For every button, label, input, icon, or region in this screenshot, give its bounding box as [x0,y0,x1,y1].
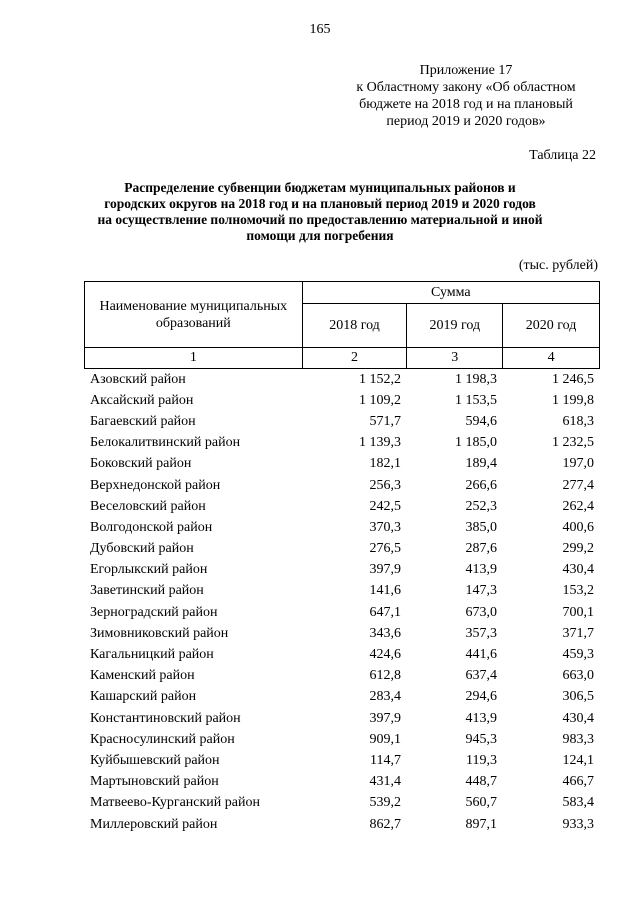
amount-2020: 618,3 [562,413,594,429]
amount-2020: 466,7 [562,774,594,790]
amount-2019: 1 153,5 [455,392,497,408]
column-number: 2 [302,348,407,369]
amount-2018: 647,1 [369,604,401,620]
municipality-name: Красносулинский район [90,731,235,747]
appendix-block [336,62,596,130]
amount-2019: 637,4 [465,668,497,684]
title-line: Распределение субвенции бюджетам муниципальных районов и [124,180,516,195]
amount-2020: 983,3 [562,731,594,747]
table-row [84,729,600,750]
title-line: помощи для погребения [246,228,394,243]
amount-2018: 612,8 [369,668,401,684]
amount-2018: 1 139,3 [359,435,401,451]
column-number: 3 [407,348,503,369]
municipality-name: Кагальницкий район [90,647,214,663]
amount-2018: 397,9 [369,562,401,578]
title-line: городских округов на 2018 год и на плановый период 2019 и 2020 годов [104,196,536,211]
amount-2018: 1 109,2 [359,392,401,408]
amount-2020: 1 199,8 [552,392,594,408]
table-row [84,687,600,708]
municipality-name: Азовский район [90,371,186,387]
amount-2019: 385,0 [465,519,497,535]
amount-2018: 256,3 [369,477,401,493]
amount-2020: 583,4 [562,795,594,811]
amount-2018: 539,2 [369,795,401,811]
amount-2018: 182,1 [369,456,401,472]
document-title [80,180,560,244]
amount-2018: 370,3 [369,519,401,535]
table-row [84,517,600,538]
amount-2019: 413,9 [465,562,497,578]
amount-2020: 262,4 [562,498,594,514]
table-row [84,369,600,390]
amount-2020: 430,4 [562,710,594,726]
header-year-2018: 2018 год [302,304,407,348]
amount-2019: 1 185,0 [455,435,497,451]
amount-2020: 459,3 [562,647,594,663]
municipality-name: Верхнедонской район [90,477,221,493]
table-label: Таблица 22 [529,148,596,163]
amount-2019: 119,3 [466,752,497,768]
amount-2019: 448,7 [465,774,497,790]
amount-2019: 147,3 [465,583,497,599]
title-line: на осуществление полномочий по предоставлению материальной и иной [97,212,543,227]
municipality-name: Заветинский район [90,583,204,599]
amount-2019: 189,4 [465,456,497,472]
amount-2018: 909,1 [369,731,401,747]
amount-2020: 430,4 [562,562,594,578]
amount-2019: 945,3 [465,731,497,747]
header-municipality: Наименование муниципальных образований [85,282,303,348]
table-row [84,772,600,793]
data-table [84,369,600,835]
table-row [84,793,600,814]
municipality-name: Егорлыкский район [90,562,208,578]
amount-2019: 252,3 [465,498,497,514]
amount-2018: 862,7 [369,816,401,832]
municipality-name: Кашарский район [90,689,197,705]
amount-2018: 141,6 [369,583,401,599]
appendix-line: Приложение 17 [419,63,513,78]
municipality-name: Боковский район [90,456,192,472]
units-label: (тыс. рублей) [518,258,598,273]
appendix-line: к Областному закону «Об областном [356,80,576,95]
table-row [84,623,600,644]
table-row [84,560,600,581]
amount-2018: 276,5 [369,541,401,557]
amount-2019: 897,1 [465,816,497,832]
page-number: 165 [309,22,331,37]
table-row [84,581,600,602]
amount-2020: 197,0 [562,456,594,472]
amount-2018: 1 152,2 [359,371,401,387]
table-row [84,708,600,729]
amount-2020: 306,5 [562,689,594,705]
amount-2020: 933,3 [562,816,594,832]
amount-2020: 700,1 [562,604,594,620]
table-row [84,814,600,835]
municipality-name: Куйбышевский район [90,752,220,768]
table-row [84,454,600,475]
municipality-name: Константиновский район [90,710,241,726]
header-sum: Сумма [302,282,599,304]
amount-2018: 242,5 [369,498,401,514]
amount-2019: 673,0 [465,604,497,620]
header-year-2020: 2020 год [503,304,600,348]
appendix-line: бюджете на 2018 год и на плановый [359,97,573,112]
amount-2019: 357,3 [465,625,497,641]
table-row [84,411,600,432]
amount-2018: 571,7 [369,413,401,429]
appendix-line: период 2019 и 2020 годов» [386,114,546,129]
municipality-name: Веселовский район [90,498,206,514]
municipality-name: Миллеровский район [90,816,218,832]
amount-2019: 294,6 [465,689,497,705]
amount-2019: 441,6 [465,647,497,663]
amount-2018: 397,9 [369,710,401,726]
table-row [84,644,600,665]
table-row [84,666,600,687]
amount-2019: 266,6 [465,477,497,493]
table-row [84,433,600,454]
amount-2020: 153,2 [562,583,594,599]
municipality-name: Багаевский район [90,413,196,429]
table-row [84,390,600,411]
municipality-name: Каменский район [90,668,195,684]
amount-2018: 283,4 [369,689,401,705]
amount-2019: 287,6 [465,541,497,557]
municipality-name: Волгодонской район [90,519,213,535]
municipality-name: Аксайский район [90,392,194,408]
amount-2020: 277,4 [562,477,594,493]
amount-2018: 114,7 [370,752,401,768]
amount-2018: 343,6 [369,625,401,641]
table-row [84,496,600,517]
municipality-name: Дубовский район [90,541,194,557]
amount-2020: 299,2 [562,541,594,557]
header-year-2019: 2019 год [407,304,503,348]
municipality-name: Матвеево-Курганский район [90,795,260,811]
municipality-name: Мартыновский район [90,774,219,790]
amount-2020: 1 232,5 [552,435,594,451]
table-row [84,475,600,496]
amount-2020: 400,6 [562,519,594,535]
table-row [84,539,600,560]
amount-2019: 413,9 [465,710,497,726]
amount-2018: 431,4 [369,774,401,790]
column-number: 4 [503,348,600,369]
amount-2019: 560,7 [465,795,497,811]
amount-2019: 1 198,3 [455,371,497,387]
amount-2020: 124,1 [562,752,594,768]
amount-2020: 1 246,5 [552,371,594,387]
table-row [84,750,600,771]
amount-2019: 594,6 [465,413,497,429]
municipality-name: Зимовниковский район [90,625,229,641]
amount-2020: 663,0 [562,668,594,684]
municipality-name: Белокалитвинский район [90,435,241,451]
amount-2020: 371,7 [562,625,594,641]
table-row [84,602,600,623]
amount-2018: 424,6 [369,647,401,663]
column-number: 1 [85,348,303,369]
table-header [84,281,600,369]
municipality-name: Зерноградский район [90,604,218,620]
